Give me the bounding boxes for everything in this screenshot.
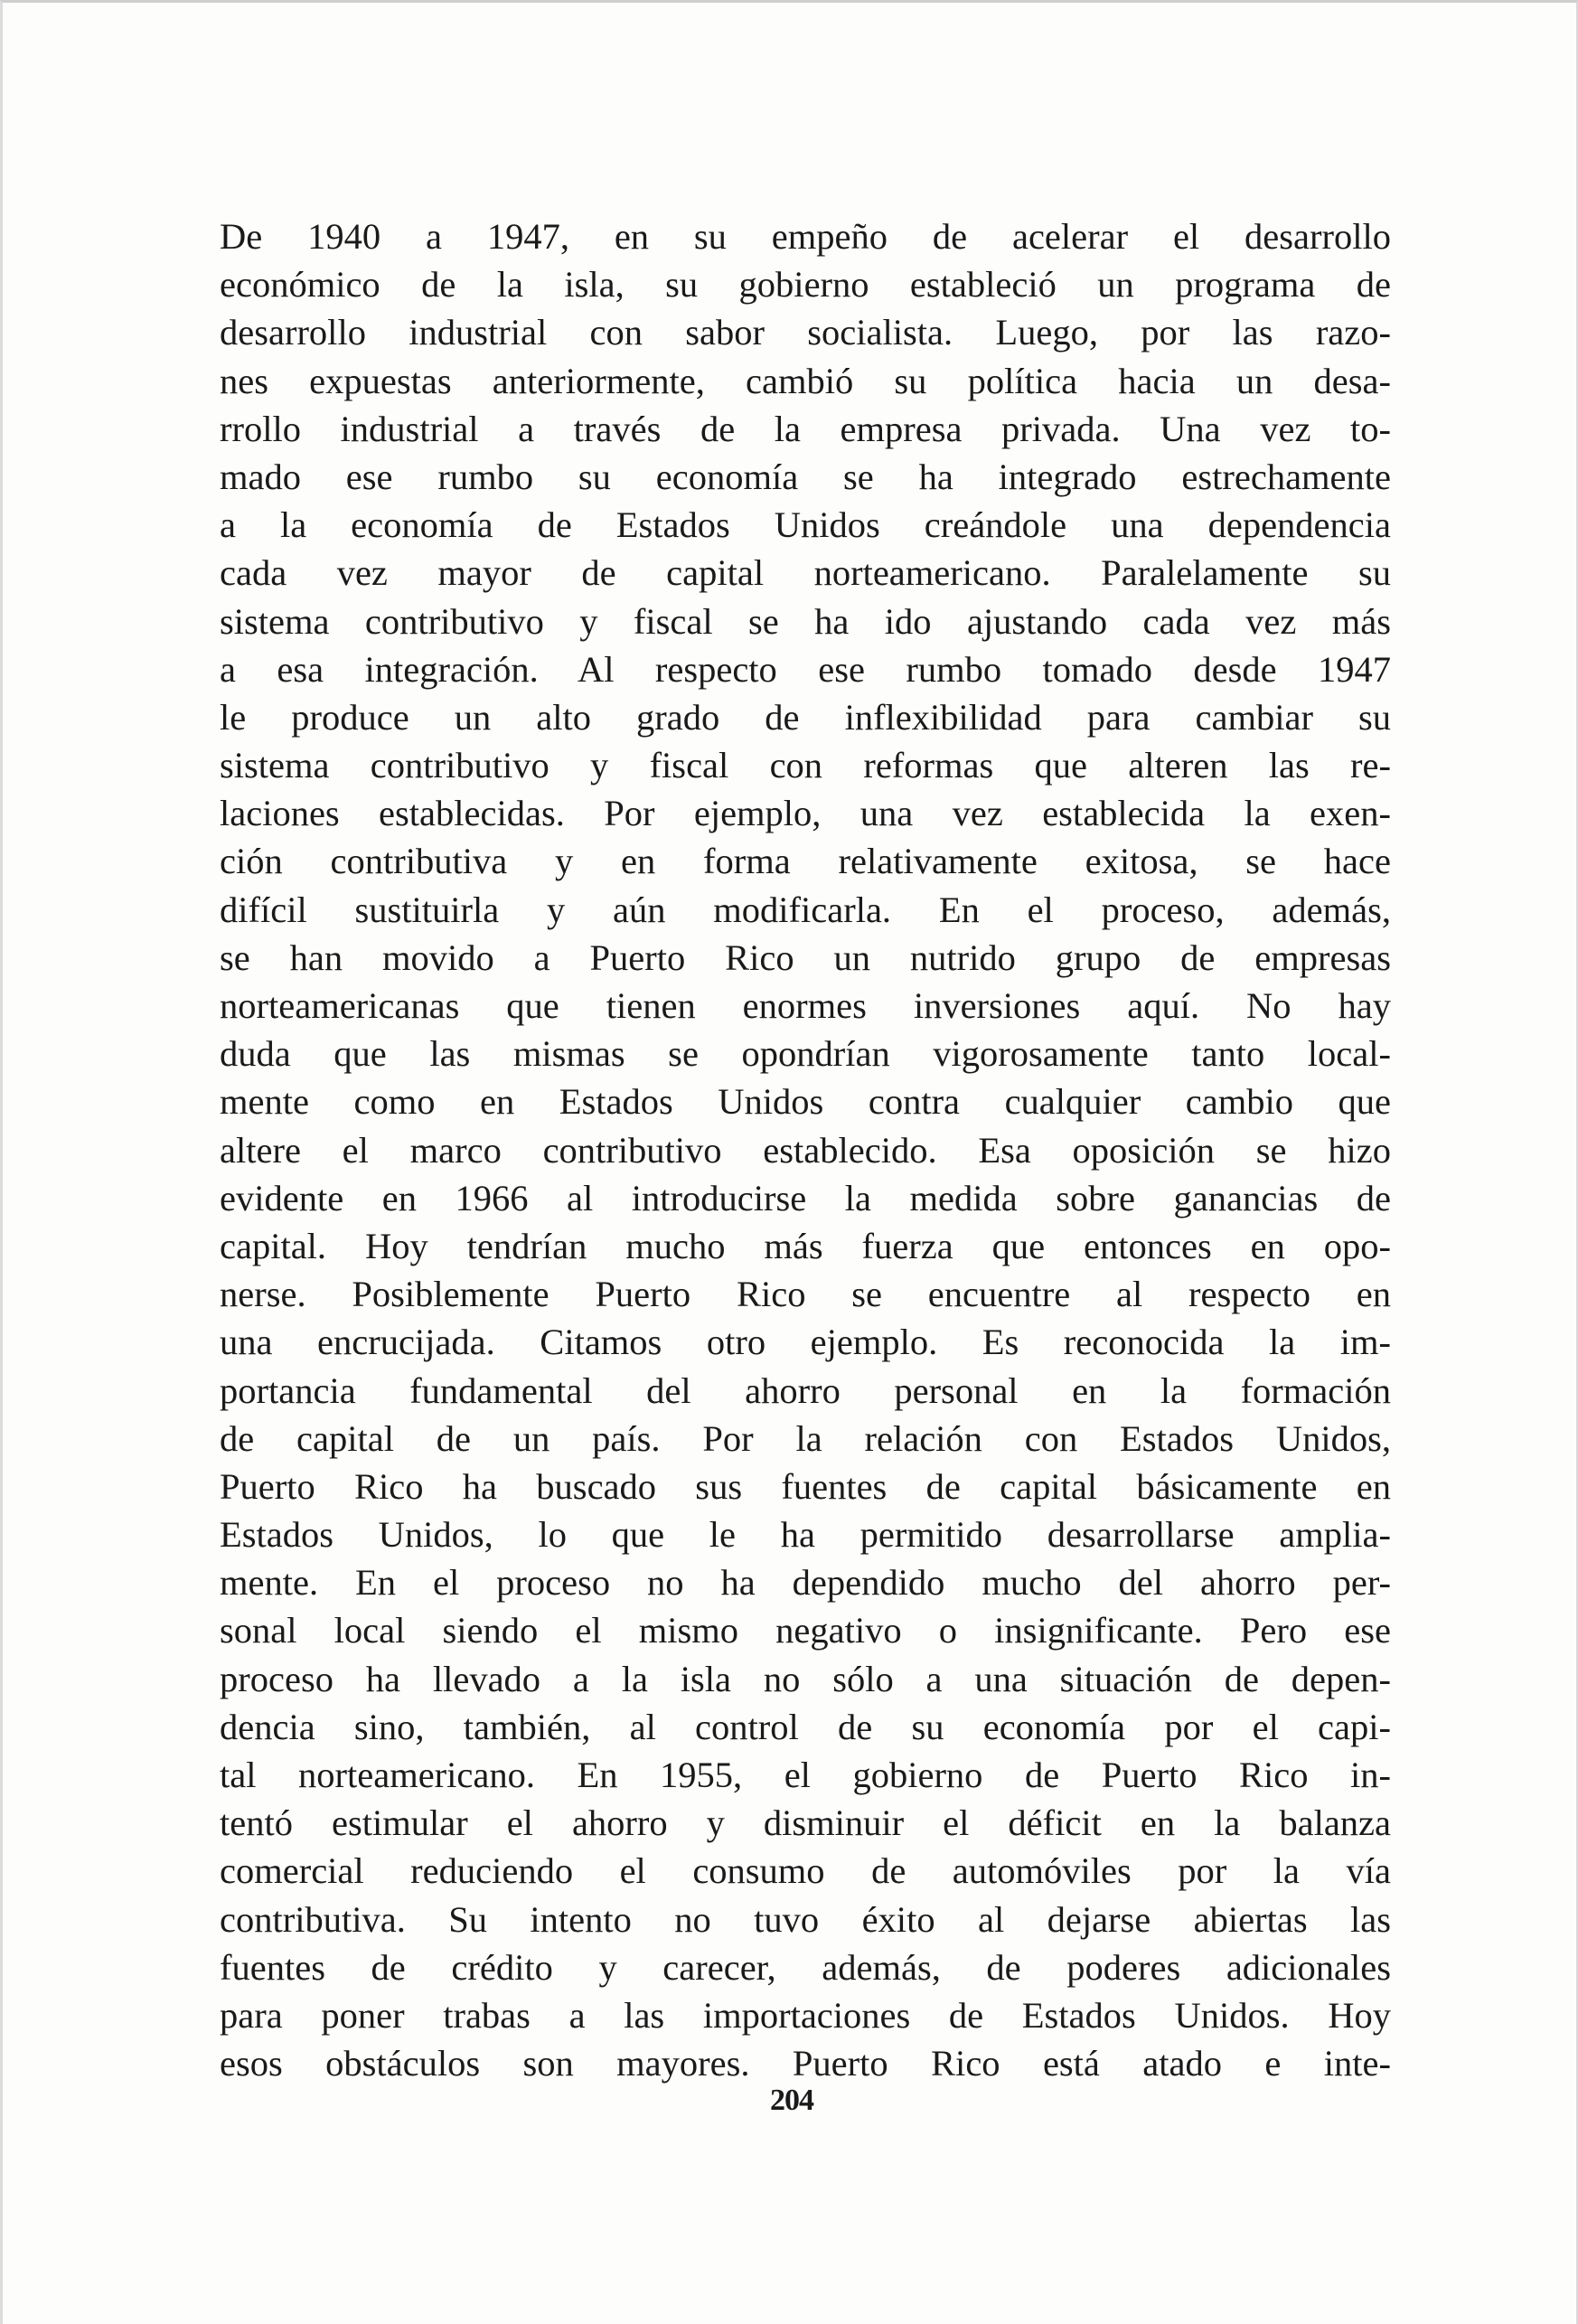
text-line: Puerto Rico ha buscado sus fuentes de capital básicamente en xyxy=(220,1465,1391,1507)
body-text xyxy=(220,212,1391,2087)
text-line: evidente en 1966 al introducirse la medida sobre ganancias de xyxy=(220,1177,1391,1218)
text-line: nes expuestas anteriormente, cambió su política hacia un desa- xyxy=(220,360,1391,401)
text-line: nerse. Posiblemente Puerto Rico se encuentre al respecto en xyxy=(220,1274,1391,1315)
text-line: altere el marco contributivo establecido. Esa oposición se hizo xyxy=(220,1129,1391,1171)
page-number: 204 xyxy=(770,2084,813,2117)
text-line: económico de la isla, su gobierno estableció un programa de xyxy=(220,264,1391,306)
text-line: portancia fundamental del ahorro personal en la formación xyxy=(220,1369,1391,1411)
text-line: norteamericanas que tienen enormes inversiones aquí. No hay xyxy=(220,985,1391,1026)
text-line: mado ese rumbo su economía se ha integrado estrechamente xyxy=(220,456,1391,497)
text-line: sistema contributivo y fiscal con reformas que alteren las re- xyxy=(220,745,1391,786)
text-line: tentó estimular el ahorro y disminuir el déficit en la balanza xyxy=(220,1802,1391,1844)
text-line: sistema contributivo y fiscal se ha ido ajustando cada vez más xyxy=(220,600,1391,642)
text-line: a esa integración. Al respecto ese rumbo tomado desde 1947 xyxy=(220,648,1391,690)
text-line: contributiva. Su intento no tuvo éxito al dejarse abiertas las xyxy=(220,1898,1391,1940)
text-line: le produce un alto grado de inflexibilidad para cambiar su xyxy=(220,696,1391,738)
text-line: laciones establecidas. Por ejemplo, una vez establecida la exen- xyxy=(220,793,1391,834)
text-line: de capital de un país. Por la relación con Estados Unidos, xyxy=(220,1417,1391,1459)
text-line: sonal local siendo el mismo negativo o insignificante. Pero ese xyxy=(220,1610,1391,1651)
text-line: comercial reduciendo el consumo de automóviles por la vía xyxy=(220,1850,1391,1892)
text-line: fuentes de crédito y carecer, además, de poderes adicionales xyxy=(220,1946,1391,1988)
text-line: mente como en Estados Unidos contra cualquier cambio que xyxy=(220,1081,1391,1123)
text-line: dencia sino, también, al control de su economía por el capi- xyxy=(220,1706,1391,1747)
text-line: a la economía de Estados Unidos creándole una dependencia xyxy=(220,504,1391,546)
text-line: difícil sustituirla y aún modificarla. En el proceso, además, xyxy=(220,889,1391,930)
text-line: tal norteamericano. En 1955, el gobierno de Puerto Rico in- xyxy=(220,1755,1391,1795)
text-line: duda que las mismas se opondrían vigorosamente tanto local- xyxy=(220,1033,1391,1075)
text-line: para poner trabas a las importaciones de Estados Unidos. Hoy xyxy=(220,1994,1391,2036)
text-line: cada vez mayor de capital norteamericano. Paralelamente su xyxy=(220,552,1391,594)
text-line: capital. Hoy tendrían mucho más fuerza que entonces en opo- xyxy=(220,1225,1391,1266)
text-line: esos obstáculos son mayores. Puerto Rico está atado e inte- xyxy=(220,2043,1391,2084)
text-line: proceso ha llevado a la isla no sólo a una situación de depen- xyxy=(220,1658,1391,1699)
text-line: mente. En el proceso no ha dependido mucho del ahorro per- xyxy=(220,1562,1391,1604)
text-line: ción contributiva y en forma relativamente exitosa, se hace xyxy=(220,841,1391,882)
text-line: rrollo industrial a través de la empresa privada. Una vez to- xyxy=(220,408,1391,449)
text-line: desarrollo industrial con sabor socialista. Luego, por las razo- xyxy=(220,312,1391,353)
text-line: Estados Unidos, lo que le ha permitido desarrollarse amplia- xyxy=(220,1514,1391,1556)
text-line: se han movido a Puerto Rico un nutrido grupo de empresas xyxy=(220,936,1391,978)
text-line: De 1940 a 1947, en su empeño de acelerar el desarrollo xyxy=(220,216,1391,257)
text-line: una encrucijada. Citamos otro ejemplo. Es reconocida la im- xyxy=(220,1322,1391,1363)
